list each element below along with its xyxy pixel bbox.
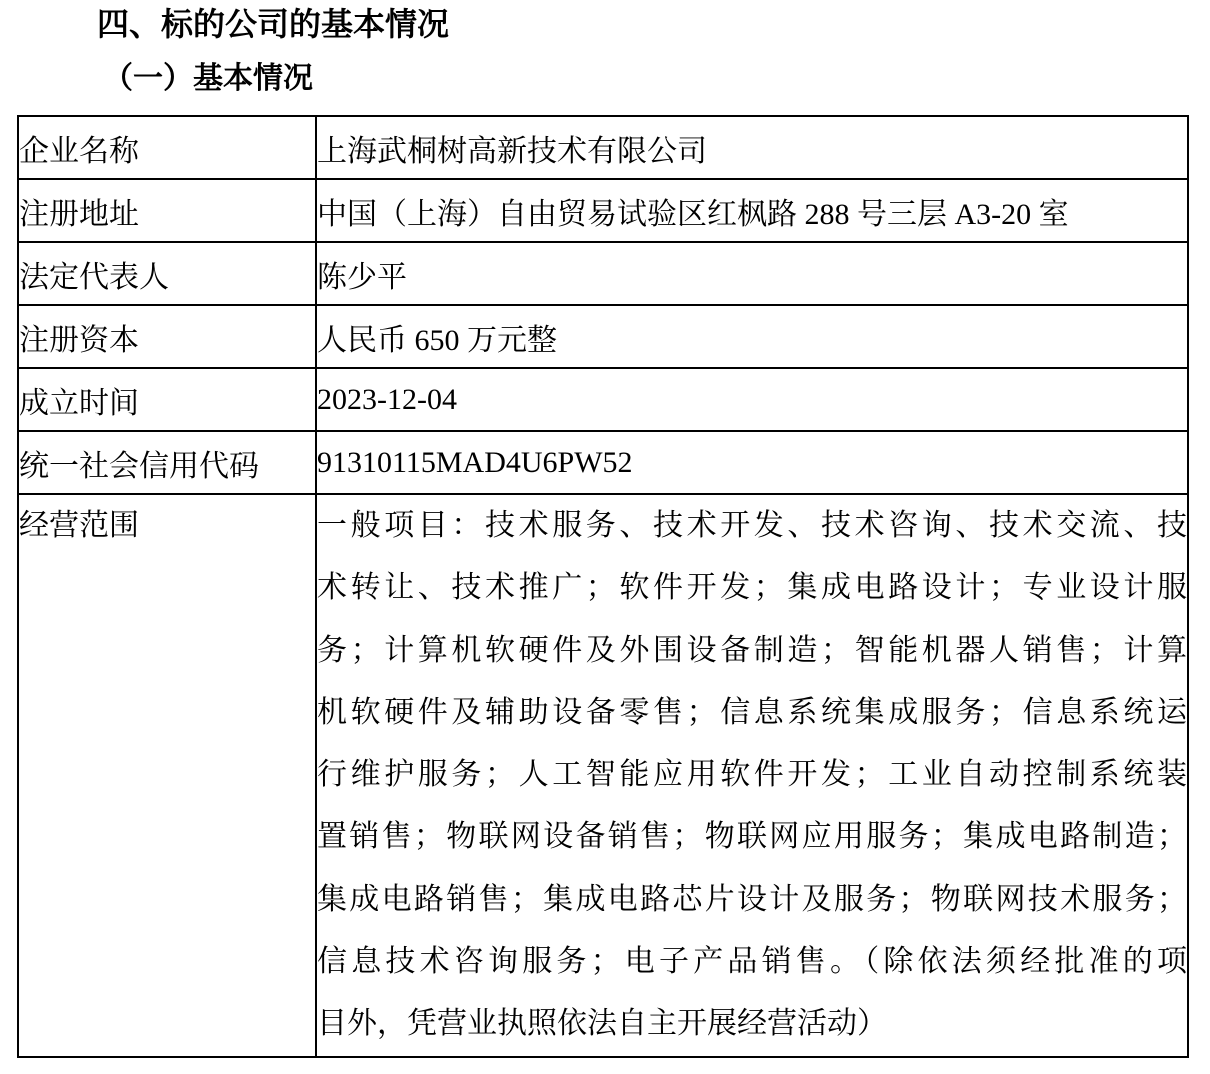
row-value: 2023-12-04 — [316, 368, 1188, 431]
row-value: 上海武桐树高新技术有限公司 — [316, 116, 1188, 179]
row-label: 成立时间 — [18, 368, 316, 431]
row-label: 注册资本 — [18, 305, 316, 368]
business-scope-line: 术转让、技术推广；软件开发；集成电路设计；专业设计服 — [317, 571, 1187, 605]
row-value: 陈少平 — [316, 242, 1188, 305]
subsection-heading: （一）基本情况 — [103, 62, 313, 95]
table-row-registered-address — [18, 179, 1188, 242]
table-row-legal-representative — [18, 242, 1188, 305]
business-scope-line: 目外，凭营业执照依法自主开展经营活动） — [317, 1007, 887, 1041]
row-label: 经营范围 — [18, 494, 316, 1057]
business-scope-line: 集成电路销售；集成电路芯片设计及服务；物联网技术服务； — [317, 882, 1187, 916]
row-value-business-scope — [316, 494, 1188, 1057]
row-label: 法定代表人 — [18, 242, 316, 305]
row-label: 统一社会信用代码 — [18, 431, 316, 494]
business-scope-line: 信息技术咨询服务；电子产品销售。（除依法须经批准的项 — [317, 945, 1187, 979]
table-row-business-scope — [18, 494, 1188, 1057]
business-scope-line: 务；计算机软硬件及外围设备制造；智能机器人销售；计算 — [317, 633, 1187, 667]
row-value: 中国（上海）自由贸易试验区红枫路 288 号三层 A3-20 室 — [316, 179, 1188, 242]
row-label: 注册地址 — [18, 179, 316, 242]
business-scope-line: 机软硬件及辅助设备零售；信息系统集成服务；信息系统运 — [317, 695, 1187, 729]
company-info-table — [17, 115, 1189, 1058]
table-row-credit-code — [18, 431, 1188, 494]
table-row-company-name — [18, 116, 1188, 179]
section-heading: 四、标的公司的基本情况 — [97, 6, 450, 42]
row-label: 企业名称 — [18, 116, 316, 179]
business-scope-line: 置销售；物联网设备销售；物联网应用服务；集成电路制造； — [317, 820, 1187, 854]
table-row-registered-capital — [18, 305, 1188, 368]
row-value: 人民币 650 万元整 — [316, 305, 1188, 368]
business-scope-line: 行维护服务；人工智能应用软件开发；工业自动控制系统装 — [317, 758, 1187, 792]
business-scope-line: 一般项目：技术服务、技术开发、技术咨询、技术交流、技 — [317, 509, 1187, 542]
row-value: 91310115MAD4U6PW52 — [316, 431, 1188, 494]
table-row-establishment-date — [18, 368, 1188, 431]
